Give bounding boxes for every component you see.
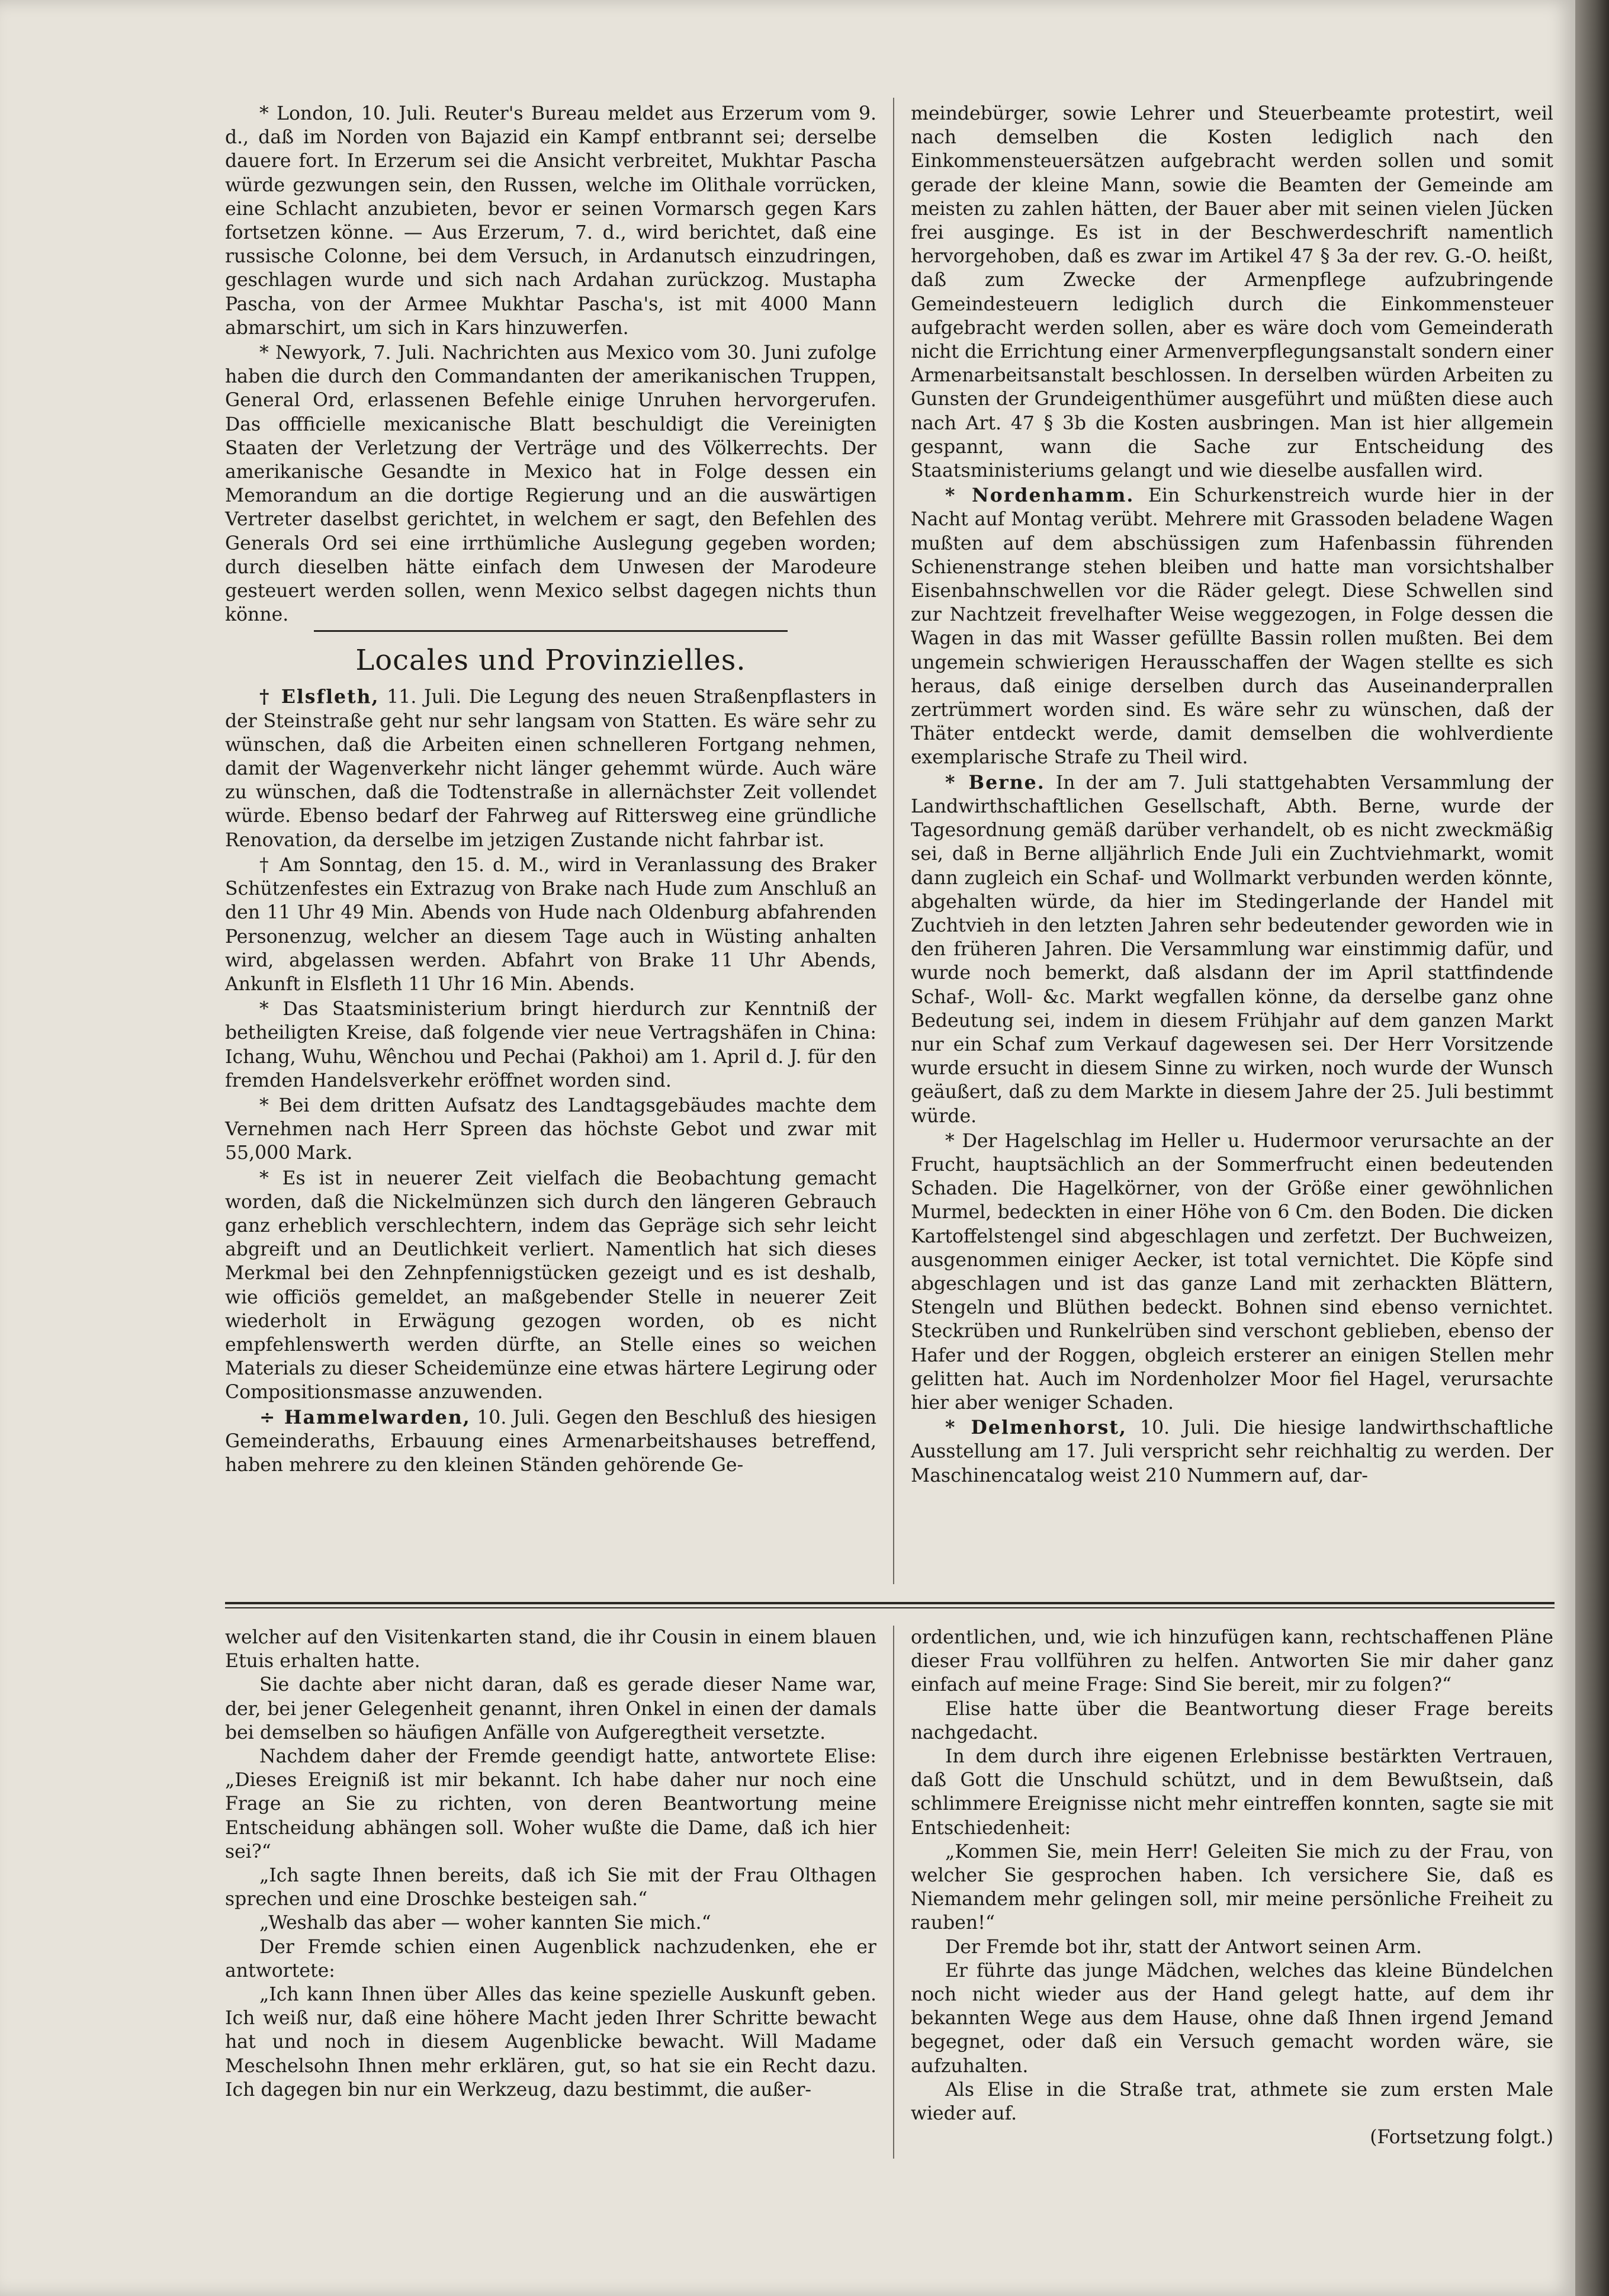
news-column-left [225, 102, 876, 1477]
dateline-place: * Berne. [945, 771, 1045, 794]
dateline-place: † Elsfleth, [259, 686, 380, 708]
feuilleton-paragraph: Elise hatte über die Beantwortung dieser Frage bereits nachgedacht. [911, 1698, 1553, 1743]
column-divider [893, 1626, 894, 2159]
article-hammelwarden-cont: meindebürger, sowie Lehrer und Steuerbeamte protestirt, weil nach demselben die Kosten lediglich nach den Einkommensteuersätzen aufgebracht werden sollen und somit gerade der kleine Mann, sowie die Beamten der Gemeinde am meisten zu zahlen hätten, der Bauer aber mit seinen vielen Jücken frei ausginge. Es ist in der Beschwerdeschrift namentlich hervorgehoben, daß es zwar im Artikel 47 § 3a der rev. G.-O. heißt, daß zum Zwecke der Armenpflege aufzubringende Gemeindesteuern lediglich durch die Einkommensteuer aufgebracht werden sollen, aber es wäre doch vom Gemeinderath nicht die Errichtung einer Armenverpflegungsanstalt sondern einer Armenarbeitsanstalt beschlossen. In derselben würden Arbeiten zu Gunsten der Grundeigenthümer ausgeführt und müßten diese auch nach Art. 47 § 3b die Kosten ausbringen. Man ist hier allgemein gespannt, wann die Sache zur Entscheidung des Staatsministeriums gelangt und wie dieselbe ausfallen wird. [911, 103, 1553, 482]
article-text: 11. Juli. Die Legung des neuen Straßenpflasters in der Steinstraße geht nur sehr langsam von Statten. Es wäre sehr zu wünschen, daß die Arbeiten einen schnelleren Fortgang nehmen, damit der Wagenverkehr nicht länger gehemmt würde. Auch wäre zu wünschen, daß die Todtenstraße in allernächster Zeit vollendet würde. Ebenso bedarf der Fahrweg auf Rittersweg eine gründliche Renovation, da derselbe im jetzigen Zustande nicht fahrbar ist. [225, 686, 876, 851]
dateline-place: ÷ Hammelwarden, [259, 1406, 471, 1428]
feuilleton-paragraph: „Kommen Sie, mein Herr! Geleiten Sie mich zu der Frau, von welcher Sie gesprochen haben. Ich versichere Sie, daß es Niemandem mehr gelingen soll, mir meine persönliche Freiheit zu rauben!“ [911, 1841, 1553, 1934]
feuilleton-rule-thin [225, 1607, 1555, 1608]
feuilleton-paragraph: „Ich sagte Ihnen bereits, daß ich Sie mit der Frau Olthagen sprechen und eine Droschke besteigen sah.“ [225, 1865, 876, 1910]
feuilleton-rule [225, 1602, 1555, 1604]
book-spine-edge [1575, 0, 1609, 2296]
feuilleton-paragraph: „Weshalb das aber — woher kannten Sie mich.“ [259, 1912, 711, 1934]
article-landtagsgebaeude: * Bei dem dritten Aufsatz des Landtagsgebäudes machte dem Vernehmen nach Herr Spreen das höchste Gebot und zwar mit 55,000 Mark. [225, 1094, 876, 1164]
article-text: In der am 7. Juli stattgehabten Versammlung der Landwirthschaftlichen Gesellschaft, Abth. Berne, wurde der Tagesordnung gemäß darüber verhandelt, ob es nicht zweckmäßig sei, daß in Berne alljährlich Ende Juli ein Zuchtviehmarkt, womit dann zugleich ein Schaf- und Wollmarkt verbunden werden könnte, abgehalten würde, da hier im Stedingerlande der Handel mit Zuchtvieh in den letzten Jahren sehr bedeutender geworden wie in den früheren Jahren. Die Versammlung war einstimmig dafür, und wurde noch bemerkt, daß alsdann der im April stattfindende Schaf-, Woll- &c. Markt wegfallen könne, da derselbe ganz ohne Bedeutung sei, indem in diesem Frühjahr auf dem ganzen Markt nur ein Schaf zum Verkauf dagewesen sei. Der Herr Vorsitzende wurde ersucht in diesem Sinne zu wirken, noch wurde der Wunsch geäußert, daß zu dem Markte in diesem Jahre der 25. Juli bestimmt würde. [911, 772, 1553, 1127]
feuilleton-paragraph: Der Fremde schien einen Augenblick nachzudenken, ehe er antwortete: [225, 1936, 876, 1982]
article-vertragshaefen: * Das Staatsministerium bringt hierdurch zur Kenntniß der betheiligten Kreise, daß folgende vier neue Vertragshäfen in China: Ichang, Wuhu, Wênchou und Pechai (Pakhoi) am 1. April d. J. für den fremden Handelsverkehr eröffnet worden sind. [225, 998, 876, 1091]
article-hammelwarden [225, 1406, 876, 1478]
feuilleton-column-right [911, 1626, 1553, 2149]
continued-note: (Fortsetzung folgt.) [1370, 2127, 1553, 2149]
feuilleton-paragraph: Sie dachte aber nicht daran, daß es gerade dieser Name war, der, bei jener Gelegenheit genannt, ihren Onkel in einen der damals bei demselben so häufigen Anfälle von Aufgeregtheit versetzte. [225, 1674, 876, 1743]
article-extrazug: † Am Sonntag, den 15. d. M., wird in Veranlassung des Braker Schützenfestes ein Extrazug von Brake nach Hude zum Anschluß an den 11 Uhr 49 Min. Abends von Hude nach Oldenburg abfahrenden Personenzug, welcher an diesem Tage auch in Wüsting anhalten wird, abgelassen werden. Abfahrt von Brake 11 Uhr Abends, Ankunft in Elsfleth 11 Uhr 16 Min. Abends. [225, 854, 876, 995]
article-nickelmuenzen: * Es ist in neuerer Zeit vielfach die Beobachtung gemacht worden, daß die Nickelmünzen sich durch den längeren Gebrauch ganz erheblich verschlechtern, indem das Gepräge sich sehr leicht abgreift und an Deutlichkeit verliert. Namentlich hat sich dieses Merkmal bei den Zehnpfennigstücken gezeigt und es ist deshalb, wie officiös gemeldet, an maßgebender Stelle in neuerer Zeit wiederholt in Erwägung gezogen worden, ob es nicht empfehlenswerth werden dürfte, an Stelle eines so weichen Materials zu dieser Scheidemünze eine etwas härtere Legirung oder Compositionsmasse anzuwenden. [225, 1167, 876, 1404]
section-heading: Locales und Provinzielles. [355, 644, 746, 677]
feuilleton-paragraph: Der Fremde bot ihr, statt der Antwort seinen Arm. [945, 1936, 1422, 1958]
dateline-place: * Nordenhamm. [945, 484, 1135, 507]
article-berne [911, 771, 1553, 1128]
dateline-place: * Delmenhorst, [945, 1417, 1127, 1439]
column-divider [893, 98, 894, 1584]
feuilleton-paragraph: „Ich kann Ihnen über Alles das keine spezielle Auskunft geben. Ich weiß nur, daß eine höhere Macht jeden Ihrer Schritte bewacht hat und noch in diesem Augenblicke bewacht. Will Madame Meschelsohn Ihnen mehr erklären, gut, so hat sie ein Recht dazu. Ich dagegen bin nur ein Werkzeug, dazu bestimmt, die außer- [225, 1984, 876, 2101]
feuilleton-paragraph: welcher auf den Visitenkarten stand, die ihr Cousin in einem blauen Etuis erhalten hatte. [225, 1627, 876, 1672]
feuilleton-paragraph: In dem durch ihre eigenen Erlebnisse bestärkten Vertrauen, daß Gott die Unschuld schützt, und in dem Bewußtsein, daß schlimmere Ereignisse nicht mehr eintreffen konnten, sagte sie mit Entschiedenheit: [911, 1746, 1553, 1839]
feuilleton-column-left [225, 1626, 876, 2102]
article-text: 10. Juli. Gegen den Beschluß des hiesigen Gemeinderaths, Erbauung eines Armenarbeitshauses betreffend, haben mehrere zu den kleinen Ständen gehörende Ge- [225, 1406, 876, 1476]
feuilleton-paragraph: Nachdem daher der Fremde geendigt hatte, antwortete Elise: „Dieses Ereigniß ist mir bekannt. Ich habe daher nur noch eine Frage an Sie zu richten, von deren Beantwortung meine Entscheidung abhängen soll. Woher wußte die Dame, daß ich hier sei?“ [225, 1746, 876, 1863]
article-london: * London, 10. Juli. Reuter's Bureau meldet aus Erzerum vom 9. d., daß im Norden von Bajazid ein Kampf entbrannt sei; derselbe dauere fort. In Erzerum sei die Ansicht verbreitet, Mukhtar Pascha würde gezwungen sein, den Russen, welche im Olithale vorrücken, eine Schlacht anzubieten, bevor er seinen Vormarsch gegen Kars fortsetzen könne. — Aus Erzerum, 7. d., wird berichtet, daß eine russische Colonne, bei dem Versuch, in Ardanutsch einzudringen, geschlagen wurde und sich nach Ardahan zurückzog. Mustapha Pascha, von der Armee Mukhtar Pascha's, ist mit 4000 Mann abmarschirt, um sich in Kars hinzuwerfen. [225, 103, 876, 339]
article-elsfleth [225, 685, 876, 852]
news-column-right [911, 102, 1553, 1488]
feuilleton-paragraph: Er führte das junge Mädchen, welches das kleine Bündelchen noch nicht wieder aus der Hand gelegt hatte, auf dem ihr bekannten Wege aus dem Hause, ohne daß Ihnen irgend Jemand begegnet, oder daß ein Versuch gemacht worden wäre, sie aufzuhalten. [911, 1960, 1553, 2077]
article-delmenhorst [911, 1416, 1553, 1488]
feuilleton-paragraph: Als Elise in die Straße trat, athmete sie zum ersten Male wieder auf. [911, 2079, 1553, 2125]
section-rule [314, 630, 788, 632]
article-text: 10. Juli. Die hiesige landwirthschaftliche Ausstellung am 17. Juli verspricht sehr reichhaltig zu werden. Der Maschinencatalog weist 210 Nummern auf, dar- [911, 1417, 1553, 1486]
article-text: Ein Schurkenstreich wurde hier in der Nacht auf Montag verübt. Mehrere mit Grassoden beladene Wagen mußten auf dem abschüssigen zum Hafenbassin führenden Schienenstrange stehen bleiben und hatte man vorsichtshalber Eisenbahnschwellen vor die Räder gelegt. Diese Schwellen sind zur Nachtzeit frevelhafter Weise weggezogen, in Folge dessen die Wagen in das mit Wasser gefüllte Bassin rollen mußten. Bei dem ungemein schwierigen Herausschaffen der Wagen stellte es sich heraus, daß einige derselben durch das Auseinanderprallen zertrümmert worden sind. Es wäre sehr zu wünschen, daß der Thäter entdeckt werde, damit demselben die wohlverdiente exemplarische Strafe zu Theil wird. [911, 485, 1554, 769]
article-hagelschlag: * Der Hagelschlag im Heller u. Hudermoor verursachte an der Frucht, hauptsächlich an der Sommerfrucht einen bedeutenden Schaden. Die Hagelkörner, von der Größe einer gewöhnlichen Murmel, bedeckten in einer Höhe von 6 Cm. den Boden. Die dicken Kartoffelstengel sind abgeschlagen und zerfetzt. Der Buchweizen, ausgenommen einiger Aecker, ist total vernichtet. Die Köpfe sind abgeschlagen und ist das ganze Land mit zerhackten Blättern, Stengeln und Blüthen bedeckt. Bohnen sind ebenso vernichtet. Steckrüben und Runkelrüben sind verschont geblieben, ebenso der Hafer und der Roggen, obgleich ersterer an einigen Stellen mehr gelitten hat. Auch im Nordenholzer Moor fiel Hagel, verursachte hier aber weniger Schaden. [911, 1130, 1553, 1414]
feuilleton-paragraph: ordentlichen, und, wie ich hinzufügen kann, rechtschaffenen Pläne dieser Frau vollführen zu helfen. Antworten Sie mir daher ganz einfach auf meine Frage: Sind Sie bereit, mir zu folgen?“ [911, 1627, 1553, 1696]
article-nordenhamm [911, 484, 1553, 769]
article-newyork: * Newyork, 7. Juli. Nachrichten aus Mexico vom 30. Juni zufolge haben die durch den Commandanten der amerikanischen Truppen, General Ord, erlassenen Befehle einige Unruhen hervorgerufen. Das offficielle mexicanische Blatt beschuldigt die Vereinigten Staaten der Verletzung der Verträge und des Völkerrechts. Der amerikanische Gesandte in Mexico hat in Folge dessen ein Memorandum an die dortige Regierung und an die auswärtigen Vertreter daselbst gerichtet, in welchem er sagt, den Befehlen des Generals Ord sei eine irrthümliche Auslegung gegeben worden; durch dieselben hätte einfach dem Unwesen der Marodeure gesteuert werden sollen, wenn Mexico selbst dagegen nichts thun könne. [225, 342, 876, 626]
